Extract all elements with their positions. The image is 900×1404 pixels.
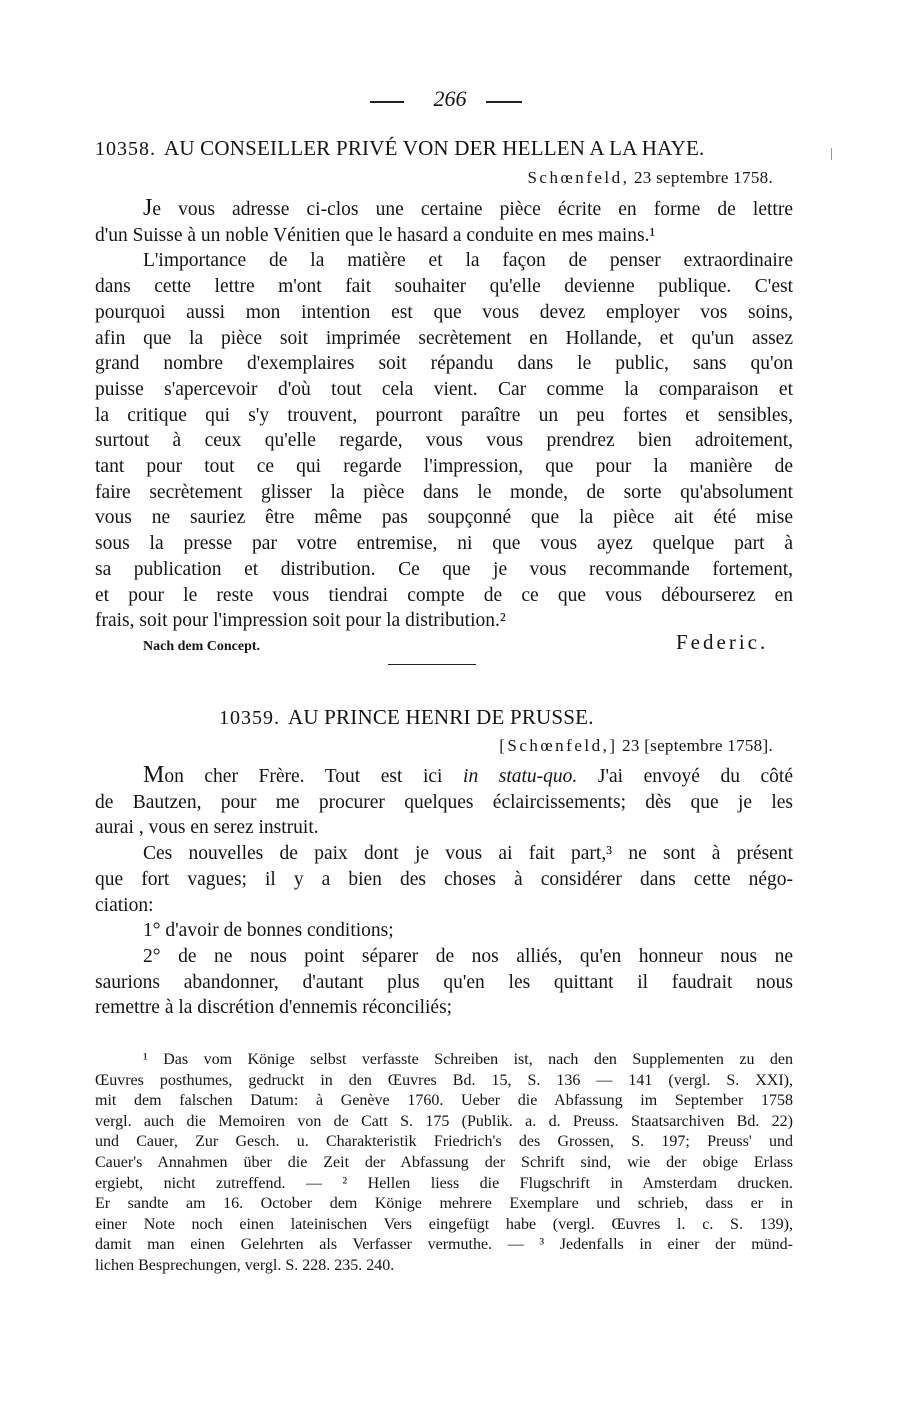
footnote-line: vergl. auch die Memoiren von de Catt S. 175 (Publik. a. d. Preuss. Staatsarchiven Bd. 22) — [95, 1112, 793, 1130]
text-line: faire secrètement glisser la pièce dans le monde, de sorte qu'absolument — [95, 481, 793, 503]
text-segment: J'ai envoyé du côté — [577, 766, 794, 787]
text-line: afin que la pièce soit imprimée secrètement en Hollande, et qu'un assez — [95, 327, 793, 349]
latin-phrase: in statu-quo. — [463, 766, 578, 787]
letter-dateline — [527, 168, 773, 188]
text-line: aurai , vous en serez instruit. — [95, 817, 319, 839]
letter-body — [95, 196, 793, 634]
text-line: pourquoi aussi mon intention est que vous devez employer vos soins, — [95, 301, 793, 323]
text-segment: on cher Frère. Tout est ici — [164, 766, 464, 787]
text-line: saurions abandonner, d'autant plus qu'en les quittant il faudrait nous — [95, 971, 793, 993]
text-line: de Bautzen, pour me procurer quelques éclaircissements; dès que je les — [95, 791, 793, 813]
text-line: vous ne sauriez être même pas soupçonné que la pièce ait été mise — [95, 507, 793, 529]
text-line: surtout à ceux qu'elle regarde, vous vous prendrez bien adroitement, — [95, 430, 793, 452]
footnote-line: Œuvres posthumes, gedruckt in den Œuvres Bd. 15, S. 136 — 141 (vergl. S. XXI), — [95, 1071, 793, 1089]
text-line: sous la presse par votre entremise, ni que vous ayez quelque part à — [95, 533, 793, 555]
footnote-line: mit dem falschen Datum: à Genève 1760. Ueber die Abfassung im September 1758 — [95, 1092, 793, 1110]
text-line: puisse s'apercevoir d'où tout cela vient. Car comme la comparaison et — [95, 378, 793, 400]
footnote-line: ¹ Das vom Könige selbst verfasste Schreiben ist, nach den Supplementen zu den — [143, 1051, 793, 1068]
footnote-line: damit man einen Gelehrten als Verfasser vermuthe. — ³ Jedenfalls in einer der münd- — [95, 1236, 793, 1254]
text-line: dans cette lettre m'ont fait souhaiter qu'elle devienne publique. C'est — [95, 276, 793, 298]
letter-number: 10359. — [219, 707, 280, 729]
page-number: 266 — [433, 86, 467, 111]
text-line: 1° d'avoir de bonnes conditions; — [143, 920, 394, 942]
text-line: Je vous adresse ci-clos une certaine pièce écrite en forme de lettre — [143, 195, 793, 221]
letter-place: Schœnfeld, — [527, 168, 630, 187]
letter-body — [95, 763, 793, 1021]
letter-date: 23 [septembre 1758]. — [622, 736, 773, 755]
footnote-line: lichen Besprechungen, vergl. S. 228. 235. 240. — [95, 1256, 395, 1274]
letter-title: AU PRINCE HENRI DE PRUSSE. — [288, 705, 594, 729]
signature: Federic. — [676, 630, 769, 654]
text-line-rest: e vous adresse ci-clos une certaine pièce écrite en forme de lettre — [152, 199, 793, 220]
text-line: Ces nouvelles de paix dont je vous ai fait part,³ ne sont à présent — [143, 843, 793, 865]
text-line: que fort vagues; il y a bien des choses à considérer dans cette négo- — [95, 868, 793, 890]
text-line: sa publication et distribution. Ce que je vous recommande fortement, — [95, 558, 793, 580]
text-line: la critique qui s'y trouvent, pourront paraître un peu fortes et sensibles, — [95, 404, 793, 426]
letter-heading — [219, 705, 594, 730]
source-note: Nach dem Concept. — [143, 639, 261, 654]
text-line: Mon cher Frère. Tout est ici in statu-quo. J'ai envoyé du côté — [143, 762, 794, 788]
letter-place: [Schœnfeld,] — [499, 736, 618, 755]
footnote-line: ergiebt, nicht zutreffend. — ² Hellen liess die Flugschrift in Amsterdam drucken. — [95, 1174, 793, 1192]
footnote-line: Er sandte am 16. October dem Könige mehrere Exemplare und schrieb, dass er in — [95, 1195, 793, 1213]
text-line: L'importance de la matière et la façon de penser extraordinaire — [143, 250, 793, 272]
letter-number: 10358. — [95, 138, 156, 160]
footnotes — [95, 1050, 793, 1277]
footnote-line: einer Note noch einen lateinischen Vers eingefügt habe (vergl. Œuvres l. c. S. 139), — [95, 1215, 793, 1233]
footnote-line: Cauer's Annahmen über die Zeit der Abfassung der Schrift sind, wie der obige Erlass — [95, 1153, 793, 1171]
text-line: 2° de ne nous point séparer de nos alliés, qu'en honneur nous ne — [143, 945, 793, 967]
text-line: et pour le reste vous tiendrai compte de ce que vous débourserez en — [95, 584, 793, 606]
footnote-line: und Cauer, Zur Gesch. u. Charakteristik Friedrich's des Grossen, S. 197; Preuss' und — [95, 1133, 793, 1151]
section-divider — [388, 664, 476, 665]
text-line: d'un Suisse à un noble Vénitien que le hasard a conduite en mes mains.¹ — [95, 224, 656, 246]
text-line: grand nombre d'exemplaires soit répandu dans le public, sans qu'on — [95, 353, 793, 375]
text-line: remettre à la discrétion d'ennemis réconciliés; — [95, 997, 453, 1019]
margin-mark — [831, 148, 832, 160]
text-line: ciation: — [95, 894, 154, 916]
letter-title: AU CONSEILLER PRIVÉ VON DER HELLEN A LA HAYE. — [164, 136, 705, 160]
letter-dateline — [499, 736, 773, 756]
text-line: frais, soit pour l'impression soit pour la distribution.² — [95, 610, 506, 632]
letter-heading — [95, 136, 704, 161]
letter-date: 23 septembre 1758. — [633, 168, 773, 187]
page-number-dash-right — [486, 101, 522, 103]
text-line: tant pour tout ce qui regarde l'impression, que pour la manière de — [95, 456, 793, 478]
